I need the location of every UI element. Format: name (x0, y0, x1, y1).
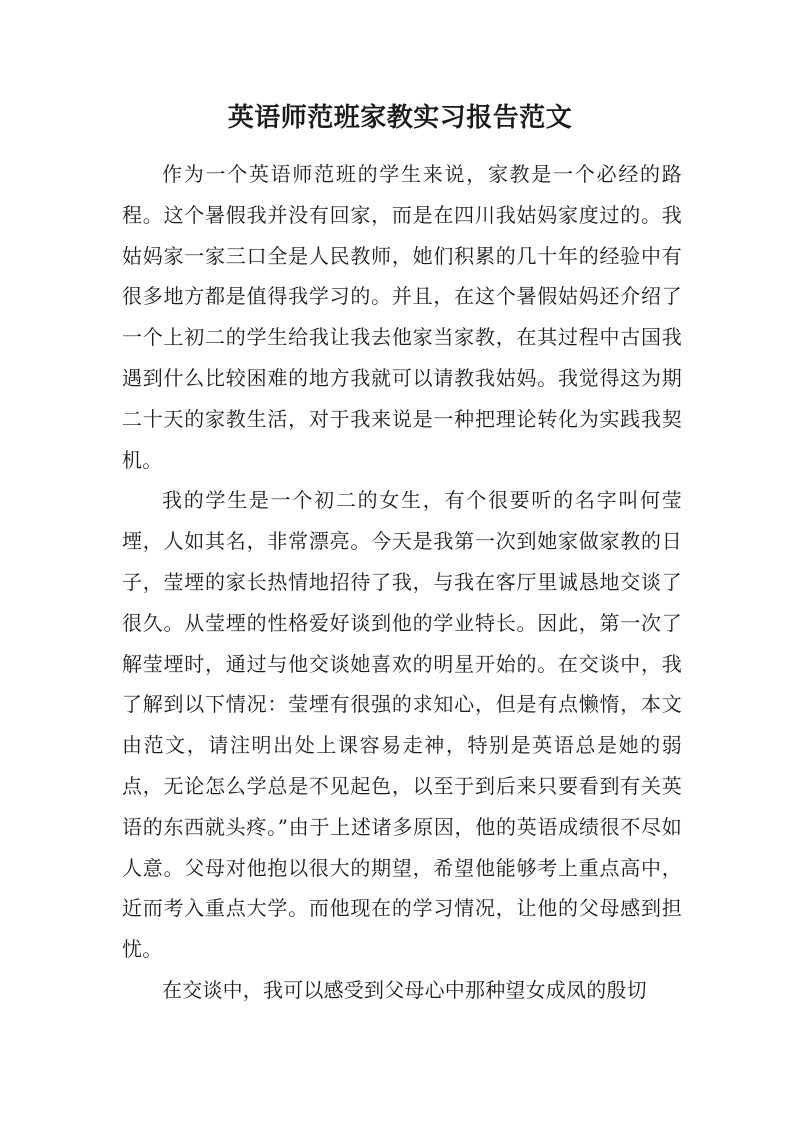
document-title: 英语师范班家教实习报告范文 (227, 103, 573, 133)
paragraph-1: 作为一个英语师范班的学生来说，家教是一个必经的路程。这个暑假我并没有回家，而是在四川我姑妈家度过的。我姑妈家一家三口全是人民教师，她们积累的几十年的经验中有很多地方都是值得我学习的。并且，在这个暑假姑妈还介绍了一个上初二的学生给我让我去他家当家教，在其过程中古国我遇到什么比较困难的地方我就可以请教我姑妈。我觉得这为期二十天的家教生活，对于我来说是一种把理论转化为实践我契机。 (122, 162, 682, 472)
paragraph-3: 在交谈中，我可以感受到父母心中那种望女成凤的殷切 (162, 977, 647, 1002)
paragraph-2: 我的学生是一个初二的女生，有个很要听的名字叫何莹堙，人如其名，非常漂亮。今天是我第一次到她家做家教的日子，莹堙的家长热情地招待了我，与我在客厅里诚恳地交谈了很久。从莹堙的性格爱好谈到他的学业特长。因此，第一次了解莹堙时，通过与他交谈她喜欢的明星开始的。在交谈中，我了解到以下情况：莹堙有很强的求知心，但是有点懒惰，本文由范文，请注明出处上课容易走神，特别是英语总是她的弱点，无论怎么学总是不见起色，以至于到后来只要看到有关英语的东西就头疼。”由于上述诸多原因，他的英语成绩很不尽如人意。父母对他抱以很大的期望，希望他能够考上重点高中，近而考入重点大学。而他现在的学习情况，让他的父母感到担忧。 (122, 488, 682, 962)
document-body (122, 154, 682, 1011)
